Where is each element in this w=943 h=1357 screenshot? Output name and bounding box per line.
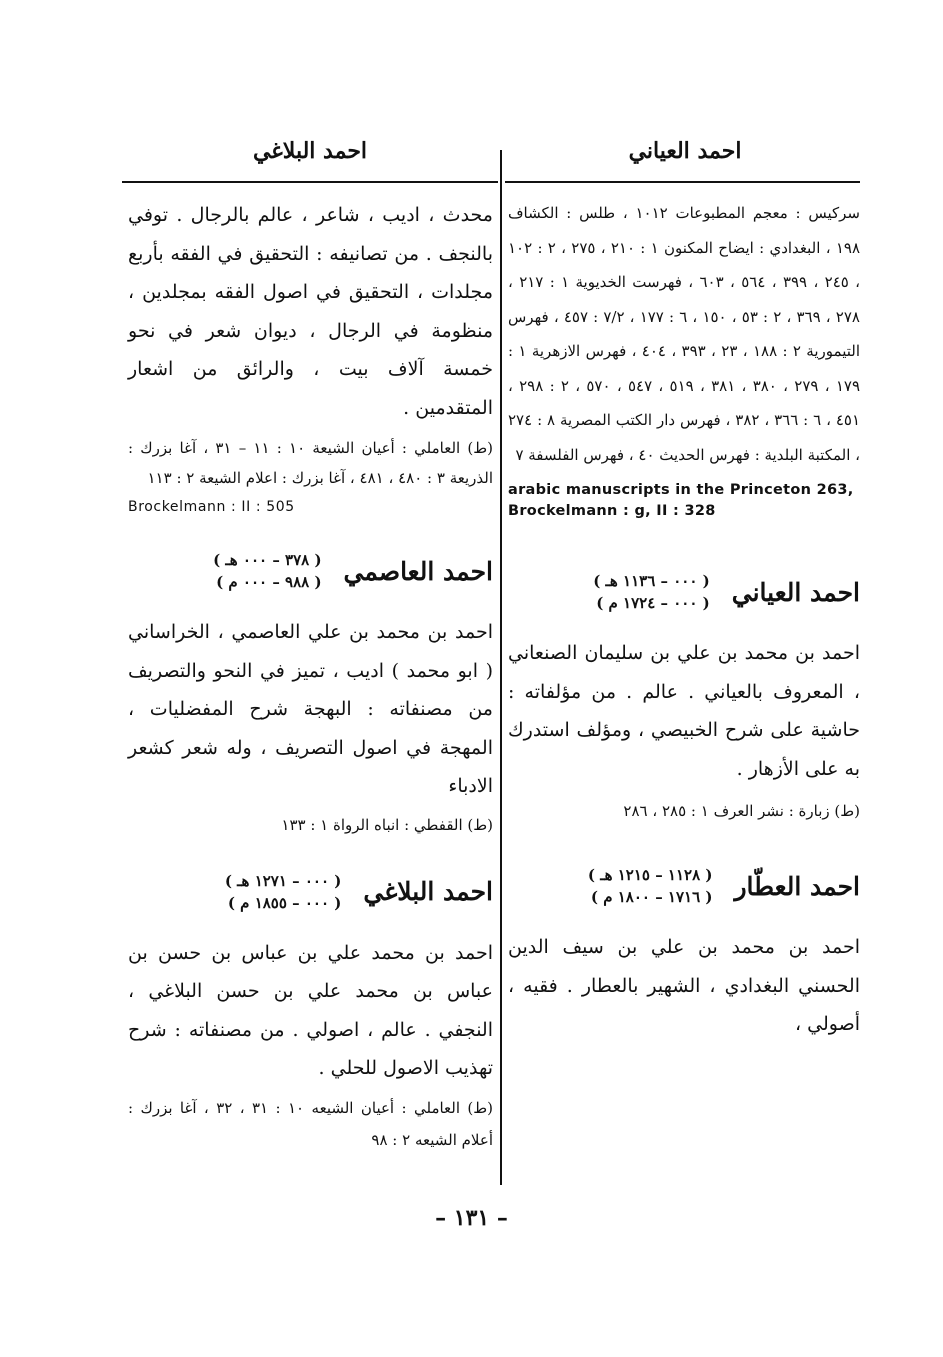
- right-continuation-refs: سركيس : معجم المطبوعات ١٠١٢ ، طلس : الكشاف ١٩٨ ، البغدادي : ايضاح المكنون ١ : ٢١٠ ، ٢٧٥ ، ٢ : ١٠٢ ، ٢٤٥ ، ٣٩٩ ، ٥٦٤ ، ٦٠٣ ، فهرست الخديوية ١ : ٢١٧ ، ٢٧٨ ، ٣٦٩ ، ٢ : ٥٣ ، ١٥٠ ، ٦ : ١٧٧ ، ٧/٢ : ٤٥٧ ، فهرس التيمورية ٢ : ١٨٨ ، ٢٣ ، ٣٩٣ ، ٤٠٤ ، فهرس الازهرية ١ : ١٧٩ ، ٢٧٩ ، ٣٨٠ ، ٣٨١ ، ٥١٩ ، ٥٤٧ ، ٥٧٠ ، ٢ : ٢٩٨ ، ٤٥١ ، ٦ : ٣٦٦ ، ٣٨٢ ، فهرس دار الكتب المصرية ٨ : ٢٧٤ ، المكتبة البلدية : فهرس الحديث ٤٠ ، فهرس الفلسفة ٧: [508, 204, 861, 464]
- entry-heading-balaghi: [128, 862, 493, 922]
- entry-heading-attar: [508, 856, 860, 916]
- left-continuation-body: محدث ، اديب ، شاعر ، عالم بالرجال . توفي بالنجف . من تصانيفه : التحقيق في الفقه بأربع مجلدات ، التحقيق في اصول الفقه بمجلدين ، منظومة في الرجال ، ديوان شعر في نحو خمسة آلاف بيت ، والرائق من اشعار المتقدمين .: [128, 204, 493, 419]
- entry-refs-aiyani: (ط) زبارة : نشر العرف ١ : ٢٨٥ ، ٢٨٦: [623, 802, 860, 820]
- dates-hijri: ( ٠٠٠ – ١٢٧١ هـ ): [224, 871, 342, 890]
- right-column: [508, 196, 860, 1048]
- dates-gregorian: ( ٠٠٠ – ١٧٢٤ م ): [596, 594, 710, 612]
- column-divider: [500, 150, 502, 1185]
- entry-body-aiyani: احمد بن محمد بن علي بن سليمان الصنعاني ، المعروف بالعياني . عالم . من مؤلفاته : حاشية على شرح الخبيصي ، ومؤلف استدرك به على الأزهار .: [508, 642, 860, 780]
- entry-name: احمد العياني: [731, 577, 860, 607]
- entry-body-balaghi: احمد بن محمد علي بن عباس بن حسن بن عباس بن محمد علي بن حسن البلاغي ، النجفي . عالم ، اصولي . من مصنفاته : شرح تهذيب الاصول للحلي .: [128, 941, 493, 1079]
- dates-hijri: ( ٣٧٨ – ٠٠٠ هـ ): [213, 551, 322, 569]
- entry-dates: [213, 549, 321, 593]
- header-rule-left: [122, 181, 498, 183]
- entry-refs-asimi: (ط) القفطي : انباه الرواة ١ : ١٣٣: [281, 815, 493, 834]
- dates-gregorian: ( ٩٨٨ – ٠٠٠ م ): [216, 573, 322, 591]
- left-continuation-latin: Brockelmann : II : 505: [128, 499, 295, 515]
- entry-heading-asimi: [128, 541, 493, 601]
- page-number: – ١٣١ –: [435, 1205, 508, 1231]
- entry-dates: [593, 570, 710, 614]
- right-latin-refs: arabic manuscripts in the Princeton 263, Brockelmann : g, II : 328: [508, 482, 854, 519]
- dates-hijri: ( ١١٢٨ – ١٢١٥ هـ ): [587, 866, 713, 884]
- entry-dates: [225, 870, 342, 914]
- dates-hijri: ( ٠٠٠ – ١١٣٦ هـ ): [593, 572, 710, 590]
- entry-name: احمد العاصمي: [343, 556, 493, 586]
- left-continuation-refs: (ط) العاملي : أعيان الشيعة ١٠ : ١١ – ٣١ ، آغا بزرك : الذريعة ٣ : ٤٨٠ ، ٤٨١ ، آغا بزرك : اعلام الشيعة ٢ : ١١٣: [128, 439, 494, 487]
- entry-body-attar: احمد بن محمد بن علي بن سيف الدين الحسني البغدادي ، الشهير بالعطار . فقيه ، أصولي ،: [508, 936, 860, 1035]
- entry-name: احمد العطّار: [734, 871, 860, 901]
- dates-gregorian: ( ٠٠٠ – ١٨٥٥ م ): [227, 893, 342, 912]
- dates-gregorian: ( ١٧١٦ – ١٨٠٠ م ): [590, 888, 713, 906]
- entry-heading-aiyani: [508, 562, 860, 622]
- header-right: احمد العياني: [628, 138, 742, 164]
- left-column: [128, 196, 493, 1160]
- header-left: احمد البلاغي: [252, 138, 368, 164]
- entry-refs-balaghi: (ط) العاملي : أعيان الشيعه ١٠ : ٣١ ، ٣٢ ، آغا بزرك : أعلام الشيعه ٢ : ٩٨: [128, 1098, 494, 1149]
- entry-body-asimi: احمد بن محمد بن علي العاصمي ، الخراساني ( ابو محمد ) اديب ، تميز في النحو والتصريف من مصنفاته : البهجة شرح المفضليات ، المهجة في اصول التصريف ، وله شعر كشعر الادباء: [128, 621, 493, 797]
- entry-name: احمد البلاغي: [363, 877, 493, 906]
- header-rule-right: [505, 181, 860, 183]
- entry-dates: [588, 864, 713, 908]
